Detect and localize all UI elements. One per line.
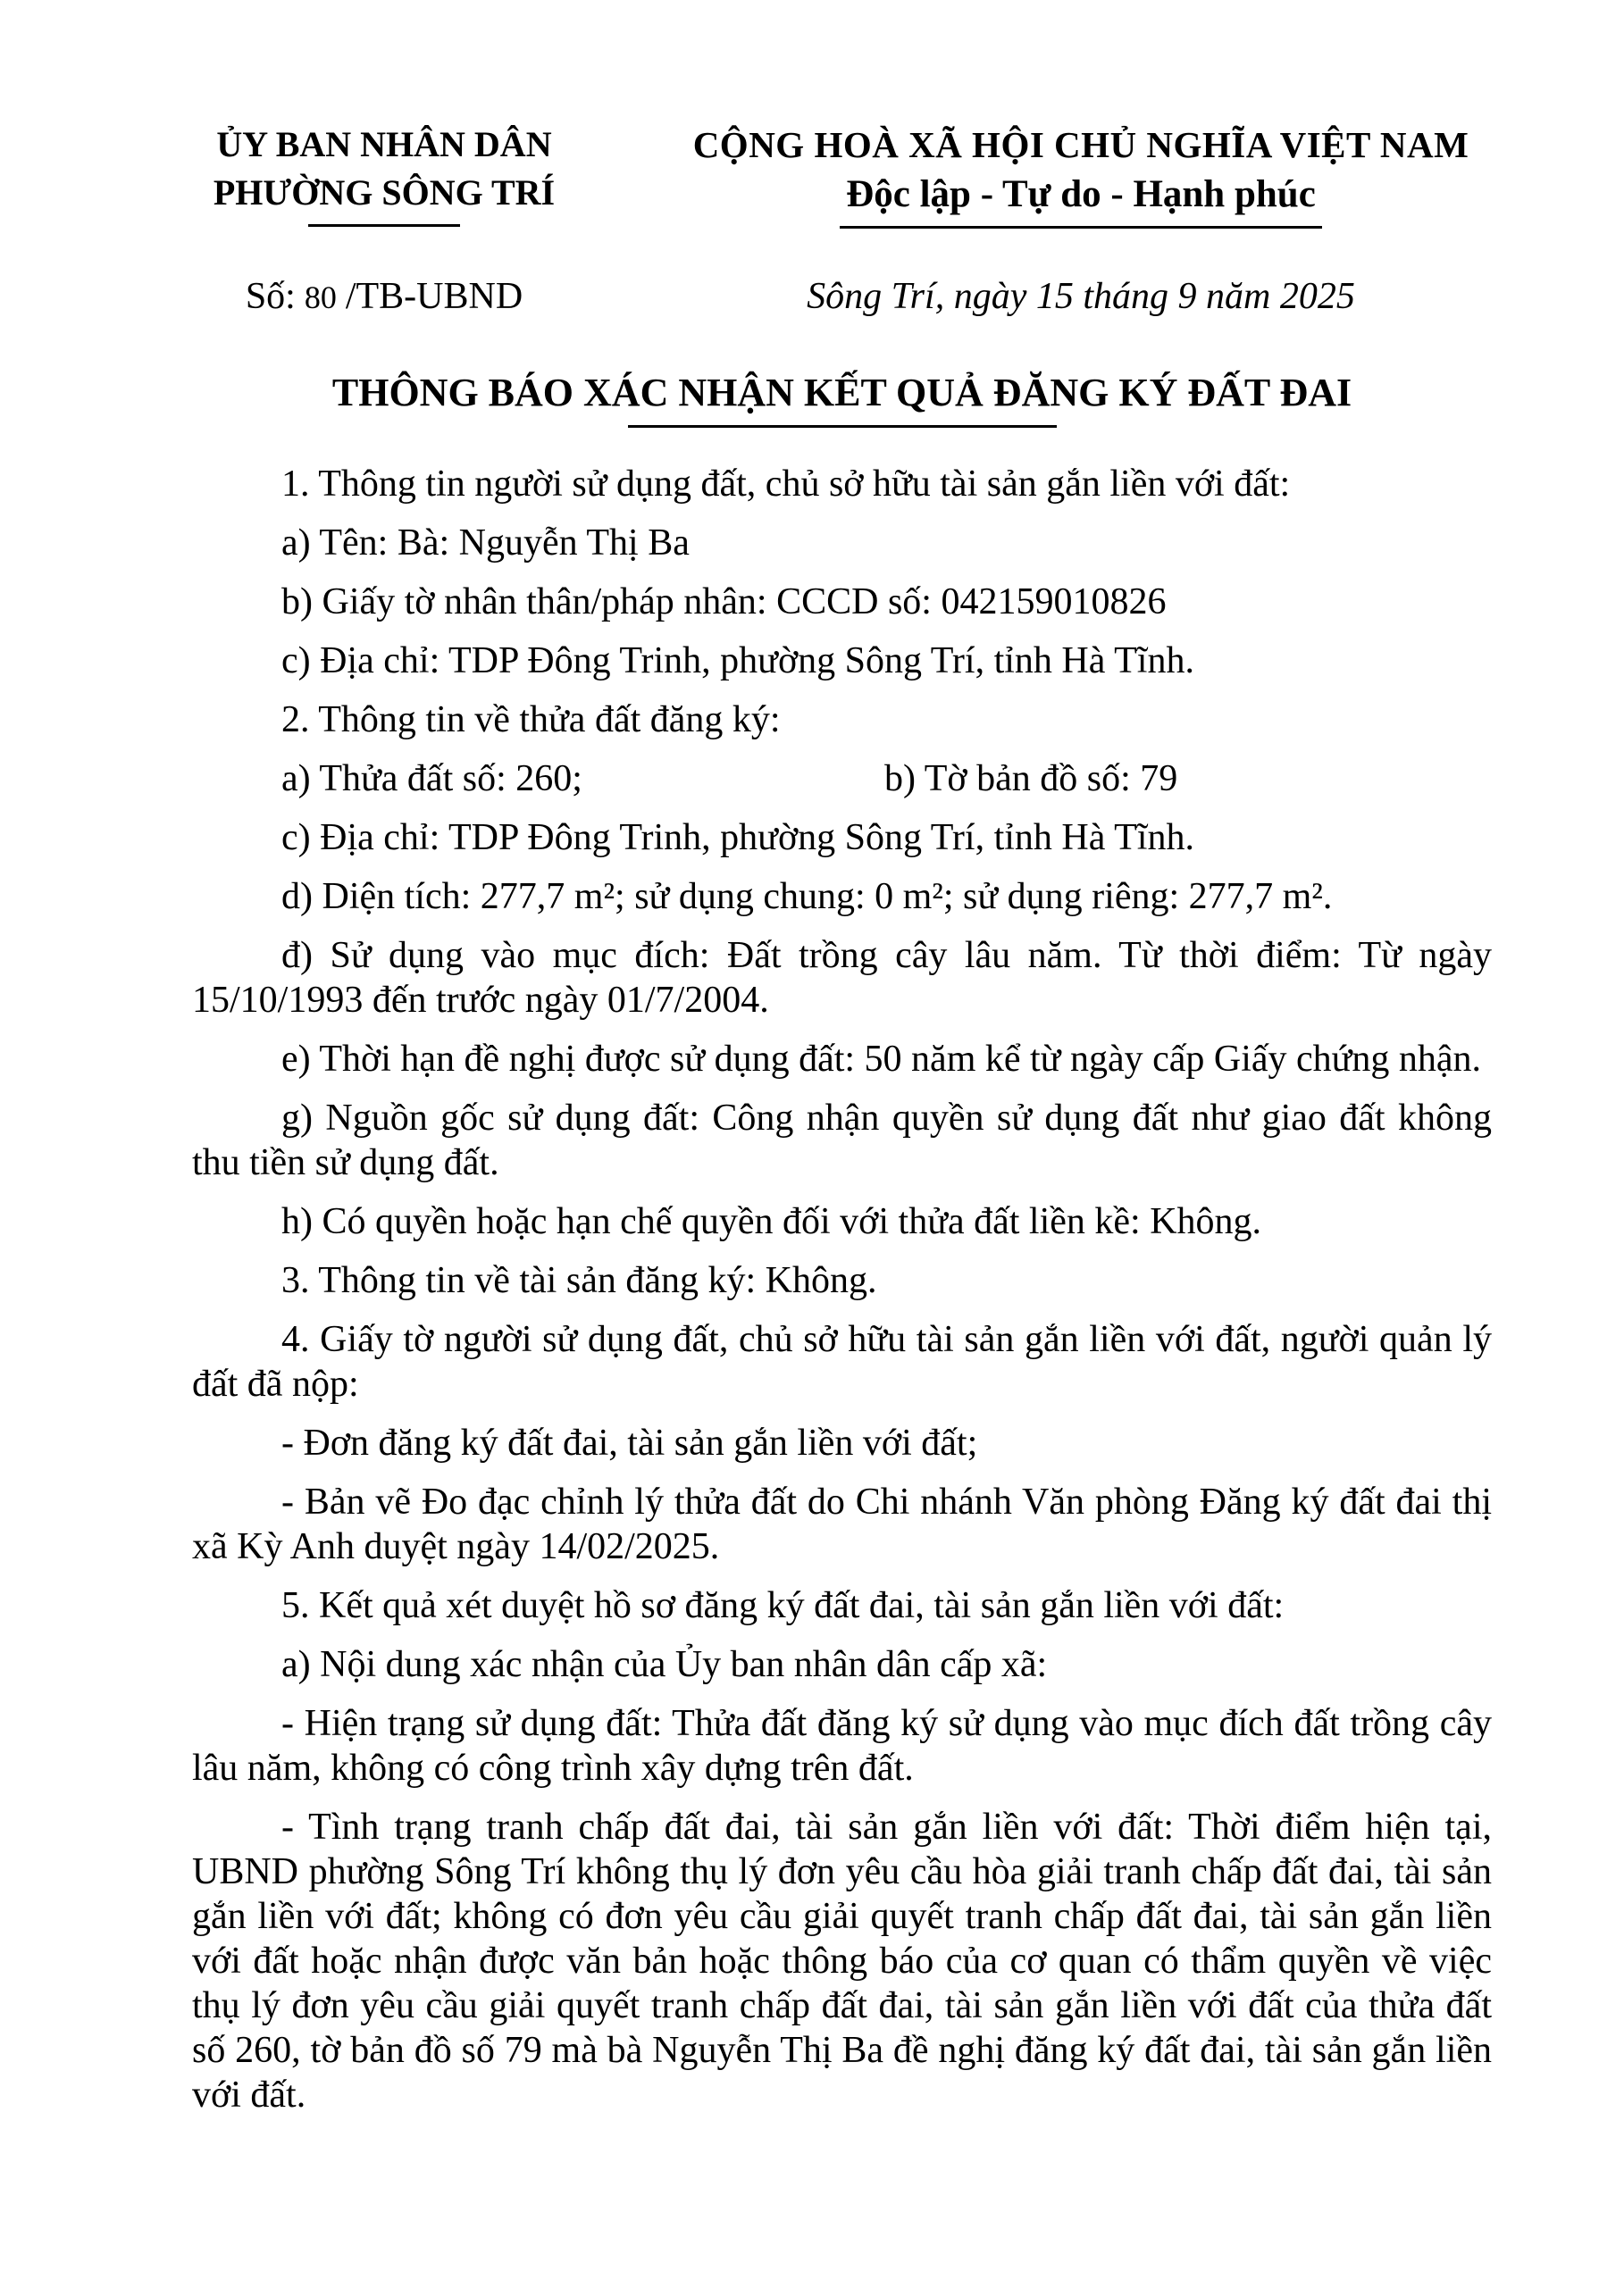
- paragraph: [192, 756, 1492, 801]
- issuing-authority-line1: ỦY BAN NHÂN DÂN: [216, 124, 552, 164]
- national-header: [670, 121, 1492, 229]
- paragraph: c) Địa chỉ: TDP Đông Trinh, phường Sông Trí, tỉnh Hà Tĩnh.: [281, 817, 1194, 858]
- doc-number-value: 80: [304, 280, 337, 315]
- doc-number-suffix: /TB-UBND: [345, 276, 523, 317]
- paragraph: 3. Thông tin về tài sản đăng ký: Không.: [281, 1260, 877, 1301]
- paragraph: a) Nội dung xác nhận của Ủy ban nhân dân cấp xã:: [281, 1644, 1048, 1685]
- issuer-underline: [308, 224, 460, 227]
- title-block: [192, 370, 1492, 428]
- paragraph: 4. Giấy tờ người sử dụng đất, chủ sở hữu tài sản gắn liền với đất, người quản lý đất đã nộp:: [192, 1319, 1492, 1405]
- paragraph: b) Giấy tờ nhân thân/pháp nhân: CCCD số: 042159010826: [281, 581, 1167, 622]
- paragraph: 1. Thông tin người sử dụng đất, chủ sở hữu tài sản gắn liền với đất:: [281, 463, 1291, 505]
- place-and-date: Sông Trí, ngày 15 tháng 9 năm 2025: [807, 276, 1355, 317]
- paragraph: 2. Thông tin về thửa đất đăng ký:: [281, 699, 781, 740]
- paragraph: - Đơn đăng ký đất đai, tài sản gắn liền với đất;: [281, 1423, 978, 1464]
- document-body: [192, 462, 1492, 2117]
- paragraph: e) Thời hạn đề nghị được sử dụng đất: 50 năm kể từ ngày cấp Giấy chứng nhận.: [281, 1039, 1482, 1080]
- paragraph: d) Diện tích: 277,7 m²; sử dụng chung: 0 m²; sử dụng riêng: 277,7 m².: [281, 876, 1333, 917]
- issuing-authority: [192, 121, 576, 227]
- national-header-line1: CỘNG HOÀ XÃ HỘI CHỦ NGHĨA VIỆT NAM: [692, 124, 1469, 165]
- national-motto: Độc lập - Tự do - Hạnh phúc: [846, 173, 1316, 215]
- paragraph: h) Có quyền hoặc hạn chế quyền đối với thửa đất liền kề: Không.: [281, 1201, 1262, 1242]
- document-title: THÔNG BÁO XÁC NHẬN KẾT QUẢ ĐĂNG KÝ ĐẤT ĐAI: [331, 371, 1352, 414]
- issuing-authority-line2: PHƯỜNG SÔNG TRÍ: [213, 172, 556, 213]
- document-header: [192, 121, 1492, 229]
- paragraph-left-column: a) Thửa đất số: 260;: [281, 758, 582, 799]
- paragraph: đ) Sử dụng vào mục đích: Đất trồng cây lâu năm. Từ thời điểm: Từ ngày 15/10/1993 đến trước ngày 01/7/2004.: [192, 935, 1492, 1021]
- paragraph: - Bản vẽ Đo đạc chỉnh lý thửa đất do Chi nhánh Văn phòng Đăng ký đất đai thị xã Kỳ Anh duyệt ngày 14/02/2025.: [192, 1482, 1492, 1567]
- paragraph: c) Địa chỉ: TDP Đông Trinh, phường Sông Trí, tỉnh Hà Tĩnh.: [281, 640, 1194, 681]
- paragraph: - Hiện trạng sử dụng đất: Thửa đất đăng ký sử dụng vào mục đích đất trồng cây lâu năm, không có công trình xây dựng trên đất.: [192, 1703, 1492, 1789]
- paragraph-right-column: b) Tờ bản đồ số: 79: [884, 758, 1178, 799]
- doc-number: [192, 275, 576, 318]
- paragraph: a) Tên: Bà: Nguyễn Thị Ba: [281, 522, 690, 564]
- title-underline: [628, 425, 1057, 428]
- paragraph: 5. Kết quả xét duyệt hồ sơ đăng ký đất đai, tài sản gắn liền với đất:: [281, 1585, 1285, 1626]
- doc-number-label: Số:: [245, 276, 296, 317]
- meta-row: [192, 275, 1492, 318]
- paragraph: g) Nguồn gốc sử dụng đất: Công nhận quyền sử dụng đất như giao đất không thu tiền sử dụng đất.: [192, 1098, 1492, 1183]
- paragraph: - Tình trạng tranh chấp đất đai, tài sản gắn liền với đất: Thời điểm hiện tại, UBND phường Sông Trí không thụ lý đơn yêu cầu hòa giải tranh chấp đất đai, tài sản gắn liền với đất; không có đơn yêu cầu giải quyết tranh chấp đất đai, tài sản gắn liền với đất hoặc nhận được văn bản hoặc thông báo của cơ quan có thẩm quyền về việc thụ lý đơn yêu cầu giải quyết tranh chấp đất đai, tài sản gắn liền với đất của thửa đất số 260, tờ bản đồ số 79 mà bà Nguyễn Thị Ba đề nghị đăng ký đất đai, tài sản gắn liền với đất.: [192, 1807, 1492, 2116]
- motto-underline: [840, 226, 1322, 229]
